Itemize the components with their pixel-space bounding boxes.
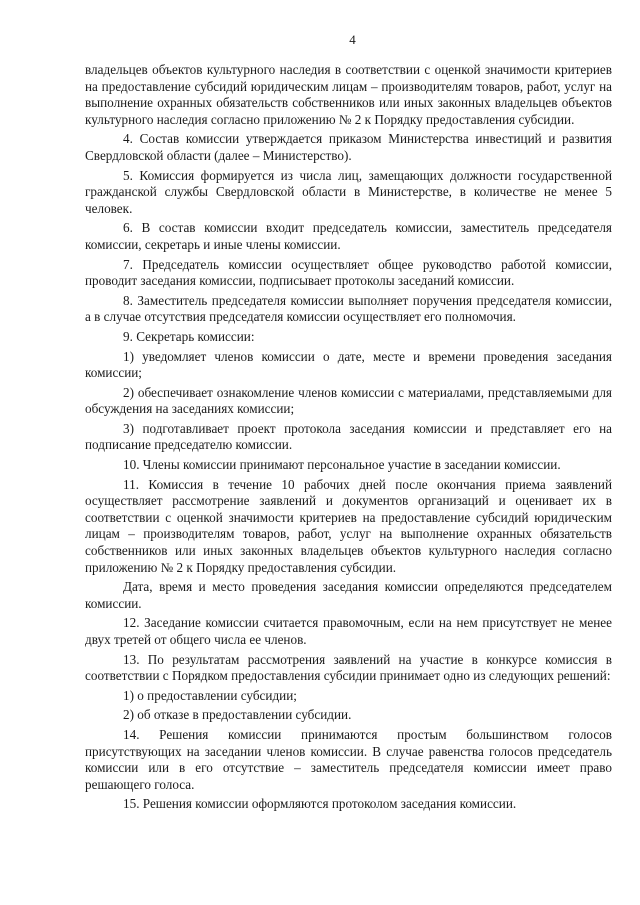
- paragraph-13-item-2: 2) об отказе в предоставлении субсидии.: [123, 707, 352, 723]
- paragraph-8: 8. Заместитель председателя комиссии выполняет поручения председателя комиссии, а в случае отсутствия председателя комиссии осуществляет его полномочия.: [85, 292, 612, 325]
- paragraph-13: 13. По результатам рассмотрения заявлений на участие в конкурсе комиссия в соответствии с Порядком предоставления субсидии принимает одно из следующих решений:: [85, 651, 612, 684]
- page-number: 4: [349, 32, 356, 47]
- paragraph-11-date: Дата, время и место проведения заседания комиссии определяются председателем комиссии.: [85, 579, 612, 611]
- document-body: [85, 62, 612, 813]
- paragraph-9-item-3: 3) подготавливает проект протокола заседания комиссии и представляет его на подписание председателю комиссии.: [85, 420, 612, 453]
- paragraph-6: 6. В состав комиссии входит председатель комиссии, заместитель председателя комиссии, секретарь и иные члены комиссии.: [85, 220, 612, 252]
- paragraph-10: 10. Члены комиссии принимают персональное участие в заседании комиссии.: [123, 457, 561, 473]
- paragraph-7: 7. Председатель комиссии осуществляет общее руководство работой комиссии, проводит заседания комиссии, подписывает протоколы заседаний комиссии.: [85, 256, 612, 289]
- paragraph-9-item-1: 1) уведомляет членов комиссии о дате, месте и времени проведения заседания комиссии;: [85, 348, 612, 381]
- paragraph-15: 15. Решения комиссии оформляются протоколом заседания комиссии.: [123, 796, 517, 812]
- paragraph-continuation: владельцев объектов культурного наследия в соответствии с оценкой значимости критериев на предоставление субсидий юридическим лицам – производителям товаров, работ, услуг на выполнение охранных обязательств собственников или иных законных владельцев объектов культурного наследия согласно приложению № 2 к Порядку предоставления субсидии.: [85, 62, 612, 127]
- paragraph-11: 11. Комиссия в течение 10 рабочих дней после окончания приема заявлений осуществляет рассмотрение заявлений и документов организаций и оценивает их в соответствии с оценкой значимости критериев на предоставление субсидий юридическим лицам – производителям товаров, работ, услуг на выполнение охранных обязательств собственников или иных законных владельцев объектов культурного наследия согласно приложению № 2 к Порядку предоставления субсидии.: [85, 476, 612, 575]
- paragraph-4: 4. Состав комиссии утверждается приказом Министерства инвестиций и развития Свердловской области (далее – Министерство).: [85, 131, 612, 163]
- paragraph-9: 9. Секретарь комиссии:: [123, 328, 255, 344]
- paragraph-12: 12. Заседание комиссии считается правомочным, если на нем присутствует не менее двух третей от общего числа ее членов.: [85, 615, 612, 647]
- paragraph-9-item-2: 2) обеспечивает ознакомление членов комиссии с материалами, представляемыми для обсуждения на заседаниях комиссии;: [85, 384, 612, 417]
- paragraph-5: 5. Комиссия формируется из числа лиц, замещающих должности государственной гражданской службы Свердловской области в Министерстве, в количестве не менее 5 человек.: [85, 167, 612, 216]
- paragraph-14: 14. Решения комиссии принимаются простым большинством голосов присутствующих на заседании членов комиссии. В случае равенства голосов председатель комиссии или в его отсутствие – заместитель председателя комиссии имеет право решающего голоса.: [85, 726, 612, 792]
- paragraph-13-item-1: 1) о предоставлении субсидии;: [123, 687, 297, 703]
